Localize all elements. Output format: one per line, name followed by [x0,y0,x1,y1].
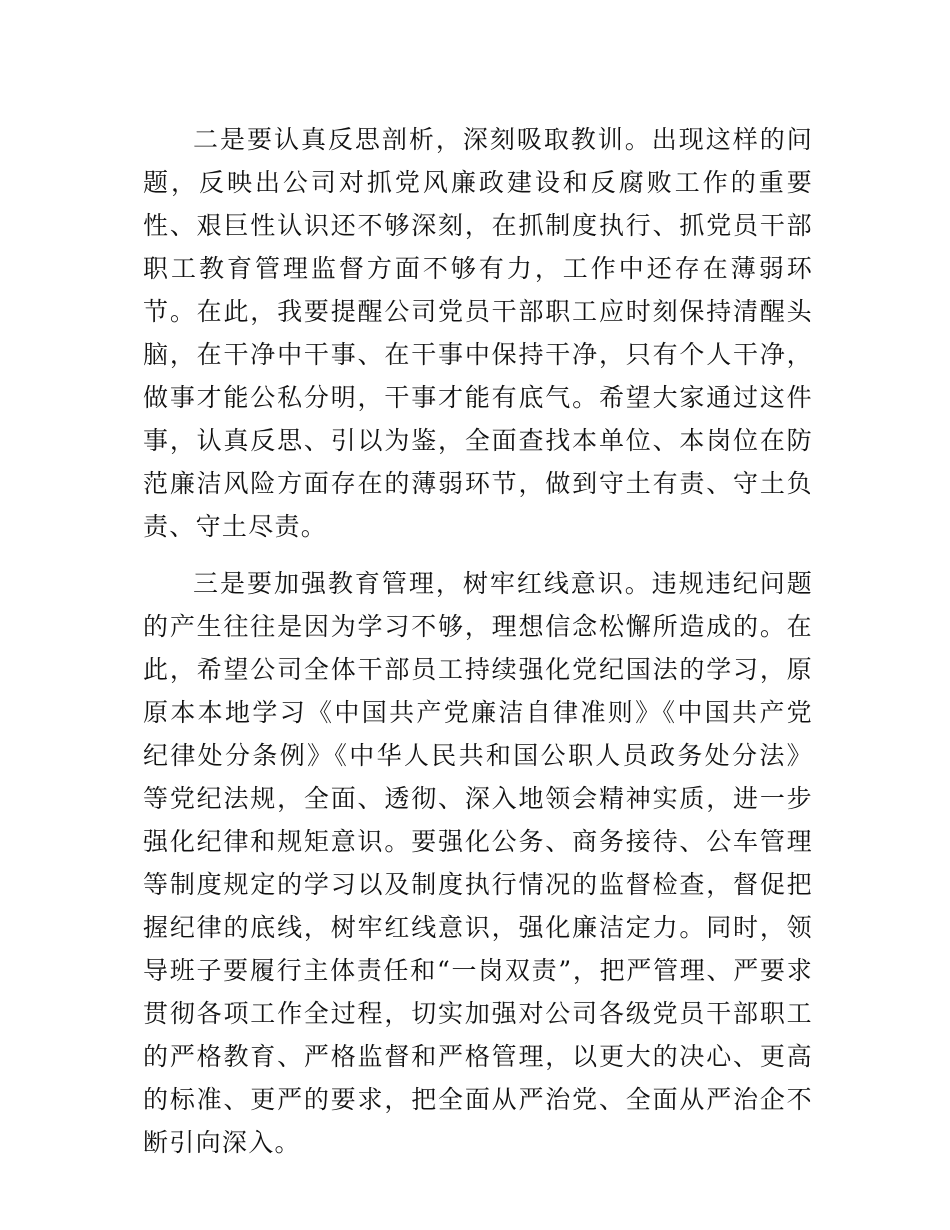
paragraph-second-point: 二是要认真反思剖析，深刻吸取教训。出现这样的问题，反映出公司对抓党风廉政建设和反腐败工作的重要性、艰巨性认识还不够深刻，在抓制度执行、抓党员干部职工教育管理监督方面不够有力，工作中还存在薄弱环节。在此，我要提醒公司党员干部职工应时刻保持清醒头脑，在干净中干事、在干事中保持干净，只有个人干净，做事才能公私分明，干事才能有底气。希望大家通过这件事，认真反思、引以为鉴，全面查找本单位、本岗位在防范廉洁风险方面存在的薄弱环节，做到守土有责、守土负责、守土尽责。 [143,125,813,541]
document-body [143,118,813,1164]
paragraph-third-point: 三是要加强教育管理，树牢红线意识。违规违纪问题的产生往往是因为学习不够，理想信念松懈所造成的。在此，希望公司全体干部员工持续强化党纪国法的学习，原原本本地学习《中国共产党廉洁自律准则》《中国共产党纪律处分条例》《中华人民共和国公职人员政务处分法》等党纪法规，全面、透彻、深入地领会精神实质，进一步强化纪律和规矩意识。要强化公务、商务接待、公车管理等制度规定的学习以及制度执行情况的监督检查，督促把握纪律的底线，树牢红线意识，强化廉洁定力。同时，领导班子要履行主体责任和“一岗双责”，把严管理、严要求贯彻各项工作全过程，切实加强对公司各级党员干部职工的严格教育、严格监督和严格管理，以更大的决心、更高的标准、更严的要求，把全面从严治党、全面从严治企不断引向深入。 [143,569,813,1157]
